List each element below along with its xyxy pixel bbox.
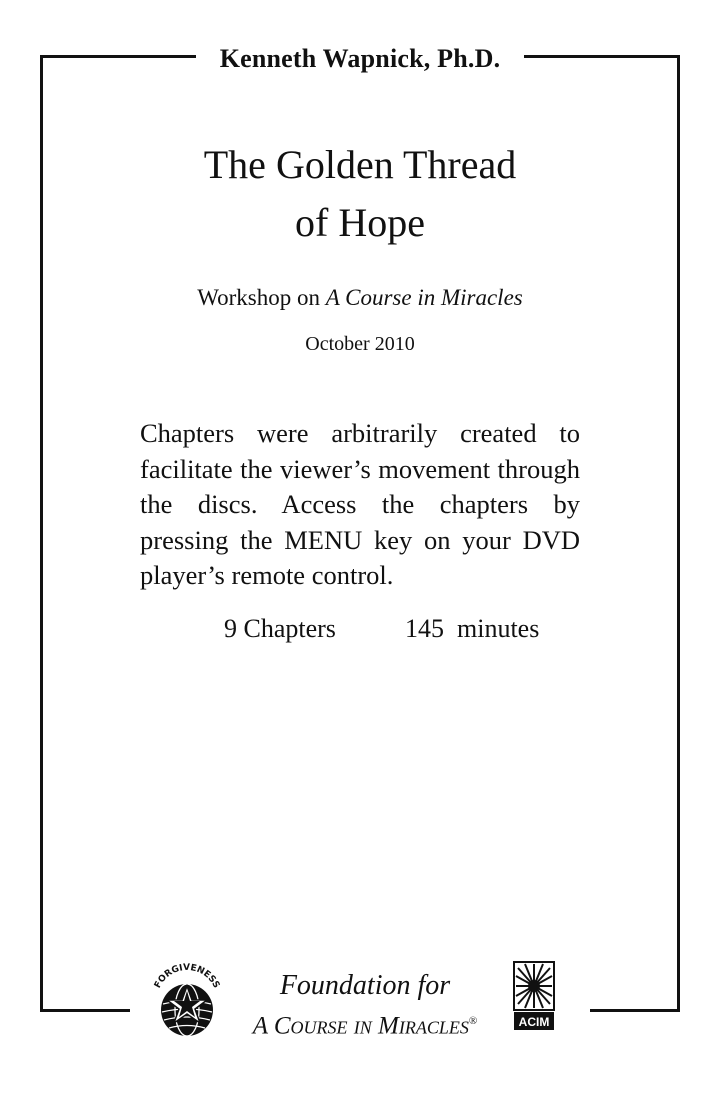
workshop-date: October 2010 — [305, 333, 415, 355]
page-title — [0, 136, 720, 252]
subtitle — [0, 285, 720, 311]
forgiveness-arc-text: FORGIVENESS — [152, 962, 222, 991]
forgiveness-star-globe-icon — [147, 960, 227, 1040]
runtime-minutes: 145 minutes — [405, 614, 540, 643]
subtitle-prefix: Workshop on — [197, 285, 326, 310]
author-name: Kenneth Wapnick, Ph.D. — [219, 44, 501, 73]
frame-bottom-left — [40, 1009, 130, 1012]
registered-mark: ® — [468, 1015, 478, 1027]
foundation-line-2-text: A Course in Miracles — [252, 1012, 469, 1040]
foundation-line-1: Foundation for — [279, 970, 451, 1001]
title-line-2: of Hope — [295, 200, 425, 245]
subtitle-book-title: A Course in Miracles — [325, 285, 523, 310]
acim-starburst-icon — [512, 960, 556, 1036]
foundation-line-2 — [240, 1004, 490, 1043]
chapter-count: 9 Chapters — [224, 614, 336, 643]
frame-bottom-right — [590, 1009, 680, 1012]
acim-label: ACIM — [518, 1015, 550, 1029]
title-line-1: The Golden Thread — [203, 142, 517, 187]
foundation-name — [240, 968, 490, 1043]
description-paragraph: Chapters were arbitrarily created to facilitate the viewer’s movement through the discs. Access the chapters by pressing the MENU key on your DVD player’s remote control. — [140, 418, 580, 590]
